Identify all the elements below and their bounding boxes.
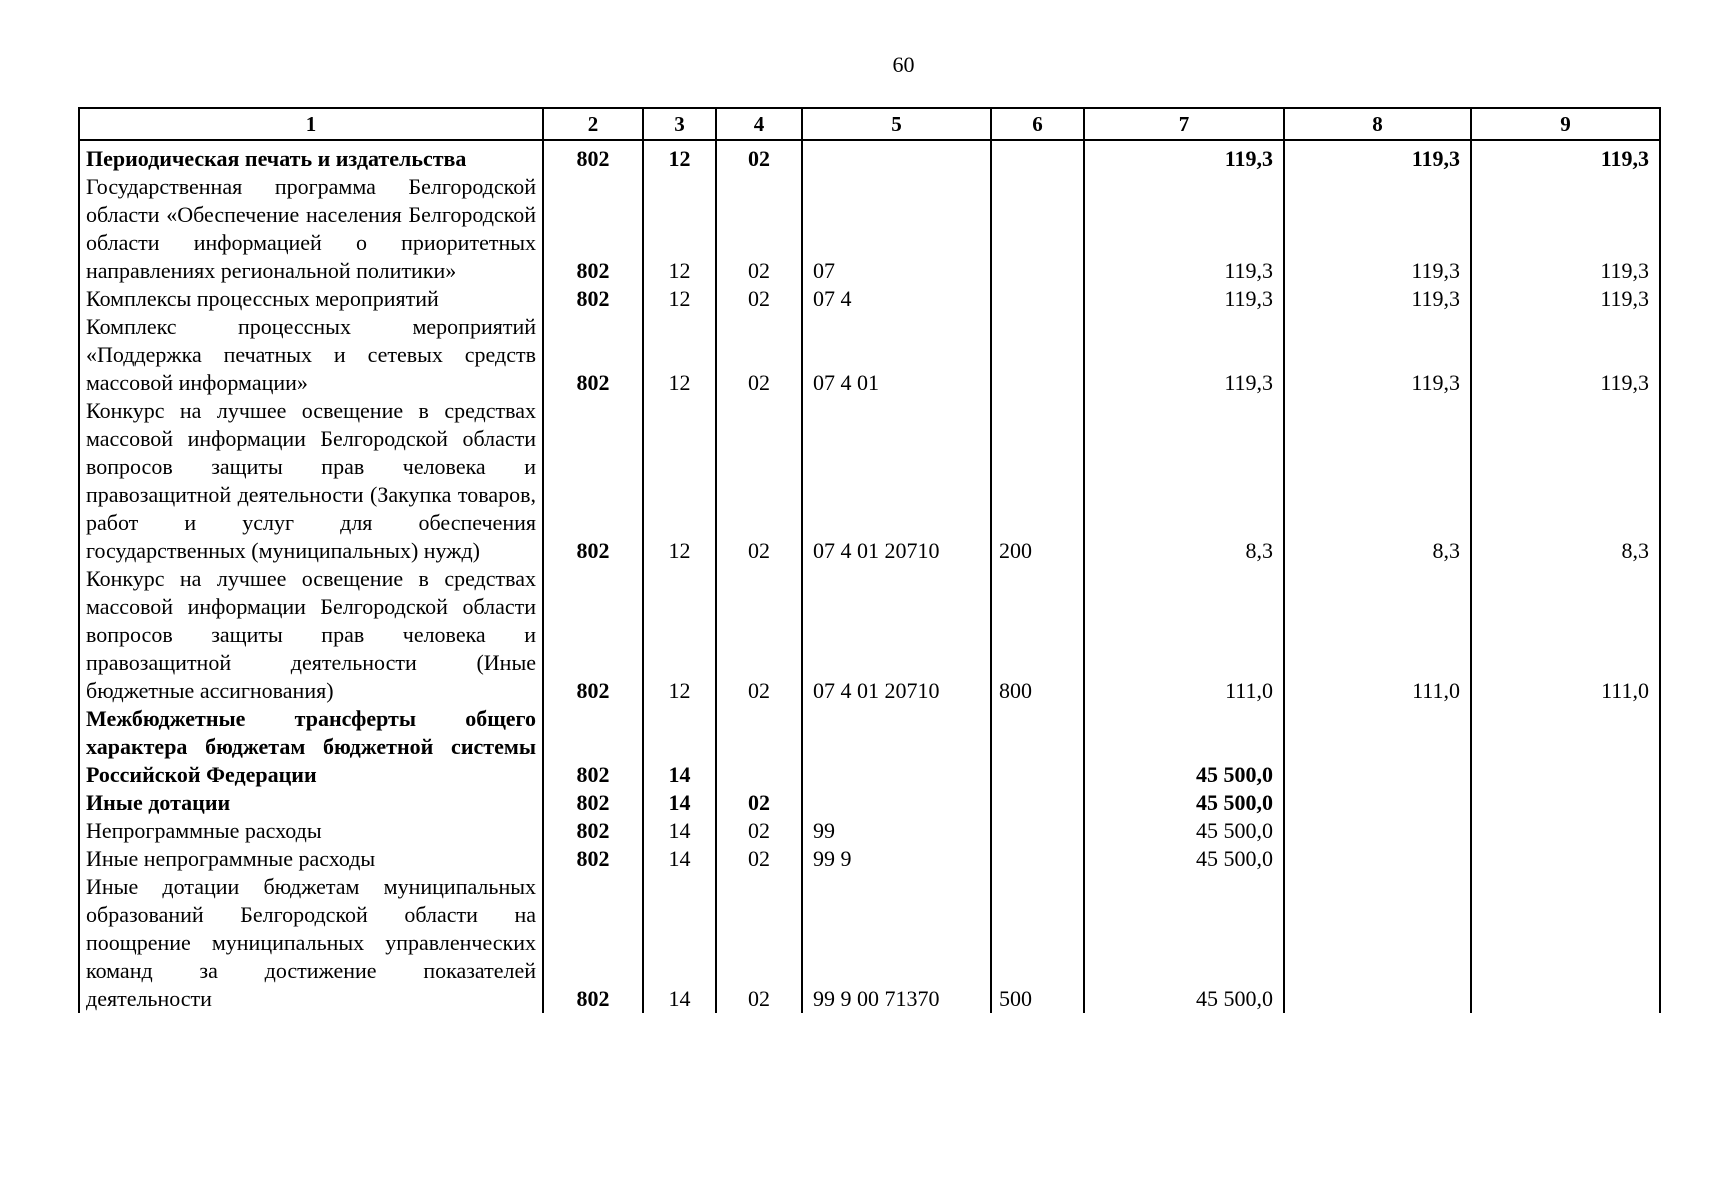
- row-cell-c8: 8,3: [1284, 397, 1471, 565]
- row-name-cell: Комплексы процессных мероприятий: [79, 285, 543, 313]
- row-cell-c7: 45 500,0: [1084, 817, 1284, 845]
- row-cell-c8: 119,3: [1284, 313, 1471, 397]
- table-row: [79, 565, 1660, 705]
- row-cell-c9: 119,3: [1471, 140, 1660, 173]
- row-cell-c2: 802: [543, 313, 643, 397]
- page-number: 60: [892, 52, 915, 77]
- row-cell-c8: 119,3: [1284, 140, 1471, 173]
- row-cell-c9: 8,3: [1471, 397, 1660, 565]
- table-row: [79, 285, 1660, 313]
- row-cell-c5: 07 4 01 20710: [802, 565, 991, 705]
- row-cell-c7: 119,3: [1084, 313, 1284, 397]
- row-cell-c6: [991, 140, 1084, 173]
- row-name-cell: Конкурс на лучшее освещение в средствах массовой информации Белгородской области вопросов защиты прав человека и правозащитной деятельности (Закупка товаров, работ и услуг для обеспечения государственных (муниципальных) нужд): [79, 397, 543, 565]
- budget-table: [78, 107, 1661, 1013]
- header-cell-5: 5: [802, 108, 991, 140]
- row-cell-c3: 14: [643, 789, 716, 817]
- row-cell-c2: 802: [543, 705, 643, 789]
- row-name-cell: Комплекс процессных мероприятий «Поддержка печатных и сетевых средств массовой информации»: [79, 313, 543, 397]
- row-cell-c9: [1471, 705, 1660, 789]
- row-name-cell: Государственная программа Белгородской области «Обеспечение населения Белгородской области информацией о приоритетных направлениях региональной политики»: [79, 173, 543, 285]
- row-cell-c3: 14: [643, 817, 716, 845]
- row-cell-c9: 119,3: [1471, 313, 1660, 397]
- row-name-cell: Иные дотации: [79, 789, 543, 817]
- row-cell-c4: 02: [716, 873, 802, 1013]
- row-cell-c2: 802: [543, 565, 643, 705]
- header-cell-6: 6: [991, 108, 1084, 140]
- row-cell-c5: [802, 140, 991, 173]
- row-cell-c3: 12: [643, 173, 716, 285]
- row-cell-c2: 802: [543, 845, 643, 873]
- row-cell-c8: [1284, 817, 1471, 845]
- row-cell-c7: 111,0: [1084, 565, 1284, 705]
- row-cell-c3: 14: [643, 705, 716, 789]
- row-cell-c5: 99 9: [802, 845, 991, 873]
- row-cell-c5: [802, 789, 991, 817]
- row-cell-c6: [991, 705, 1084, 789]
- header-cell-8: 8: [1284, 108, 1471, 140]
- row-cell-c4: 02: [716, 817, 802, 845]
- row-cell-c7: 119,3: [1084, 173, 1284, 285]
- table-row: [79, 845, 1660, 873]
- row-cell-c2: 802: [543, 789, 643, 817]
- table-row: [79, 873, 1660, 1013]
- row-cell-c2: 802: [543, 817, 643, 845]
- row-cell-c3: 14: [643, 845, 716, 873]
- header-cell-2: 2: [543, 108, 643, 140]
- row-name-cell: Периодическая печать и издательства: [79, 140, 543, 173]
- row-cell-c9: 119,3: [1471, 285, 1660, 313]
- row-cell-c7: 45 500,0: [1084, 873, 1284, 1013]
- row-cell-c5: 07 4: [802, 285, 991, 313]
- row-cell-c4: 02: [716, 173, 802, 285]
- row-cell-c4: 02: [716, 845, 802, 873]
- row-cell-c8: 119,3: [1284, 173, 1471, 285]
- row-cell-c7: 8,3: [1084, 397, 1284, 565]
- row-cell-c7: 45 500,0: [1084, 789, 1284, 817]
- row-cell-c9: 119,3: [1471, 173, 1660, 285]
- table-row: [79, 817, 1660, 845]
- row-cell-c3: 12: [643, 565, 716, 705]
- row-cell-c8: 119,3: [1284, 285, 1471, 313]
- row-name-cell: Конкурс на лучшее освещение в средствах массовой информации Белгородской области вопросов защиты прав человека и правозащитной деятельности (Иные бюджетные ассигнования): [79, 565, 543, 705]
- table-row: [79, 173, 1660, 285]
- header-cell-9: 9: [1471, 108, 1660, 140]
- row-cell-c5: 07: [802, 173, 991, 285]
- row-cell-c3: 14: [643, 873, 716, 1013]
- row-cell-c9: [1471, 817, 1660, 845]
- header-cell-7: 7: [1084, 108, 1284, 140]
- row-cell-c5: [802, 705, 991, 789]
- header-row: [79, 108, 1660, 140]
- row-cell-c3: 12: [643, 140, 716, 173]
- row-cell-c6: 200: [991, 397, 1084, 565]
- row-cell-c5: 07 4 01 20710: [802, 397, 991, 565]
- row-cell-c7: 119,3: [1084, 285, 1284, 313]
- header-cell-3: 3: [643, 108, 716, 140]
- row-cell-c2: 802: [543, 873, 643, 1013]
- table-row: [79, 140, 1660, 173]
- row-cell-c6: [991, 817, 1084, 845]
- row-cell-c4: 02: [716, 789, 802, 817]
- row-name-cell: Иные дотации бюджетам муниципальных образований Белгородской области на поощрение муниципальных управленческих команд за достижение показателей деятельности: [79, 873, 543, 1013]
- header-cell-1: 1: [79, 108, 543, 140]
- row-cell-c8: [1284, 845, 1471, 873]
- row-cell-c6: 800: [991, 565, 1084, 705]
- row-cell-c6: [991, 313, 1084, 397]
- row-cell-c5: 99 9 00 71370: [802, 873, 991, 1013]
- row-cell-c8: [1284, 873, 1471, 1013]
- row-cell-c4: 02: [716, 285, 802, 313]
- row-cell-c9: [1471, 873, 1660, 1013]
- row-cell-c9: [1471, 845, 1660, 873]
- row-name-cell: Межбюджетные трансферты общего характера бюджетам бюджетной системы Российской Федерации: [79, 705, 543, 789]
- row-cell-c3: 12: [643, 313, 716, 397]
- row-cell-c6: 500: [991, 873, 1084, 1013]
- row-cell-c6: [991, 285, 1084, 313]
- row-cell-c4: 02: [716, 397, 802, 565]
- row-cell-c2: 802: [543, 140, 643, 173]
- row-cell-c6: [991, 845, 1084, 873]
- row-name-cell: Непрограммные расходы: [79, 817, 543, 845]
- row-cell-c3: 12: [643, 397, 716, 565]
- table-row: [79, 789, 1660, 817]
- row-cell-c7: 45 500,0: [1084, 845, 1284, 873]
- table-row: [79, 313, 1660, 397]
- header-cell-4: 4: [716, 108, 802, 140]
- row-cell-c9: [1471, 789, 1660, 817]
- row-cell-c4: [716, 705, 802, 789]
- row-name-cell: Иные непрограммные расходы: [79, 845, 543, 873]
- row-cell-c8: [1284, 789, 1471, 817]
- table-row: [79, 397, 1660, 565]
- row-cell-c4: 02: [716, 140, 802, 173]
- row-cell-c2: 802: [543, 173, 643, 285]
- row-cell-c2: 802: [543, 285, 643, 313]
- row-cell-c2: 802: [543, 397, 643, 565]
- row-cell-c4: 02: [716, 313, 802, 397]
- row-cell-c8: [1284, 705, 1471, 789]
- row-cell-c4: 02: [716, 565, 802, 705]
- row-cell-c6: [991, 789, 1084, 817]
- row-cell-c7: 45 500,0: [1084, 705, 1284, 789]
- row-cell-c7: 119,3: [1084, 140, 1284, 173]
- row-cell-c5: 99: [802, 817, 991, 845]
- table-body: [79, 140, 1660, 1013]
- row-cell-c6: [991, 173, 1084, 285]
- table-row: [79, 705, 1660, 789]
- row-cell-c5: 07 4 01: [802, 313, 991, 397]
- row-cell-c8: 111,0: [1284, 565, 1471, 705]
- row-cell-c9: 111,0: [1471, 565, 1660, 705]
- row-cell-c3: 12: [643, 285, 716, 313]
